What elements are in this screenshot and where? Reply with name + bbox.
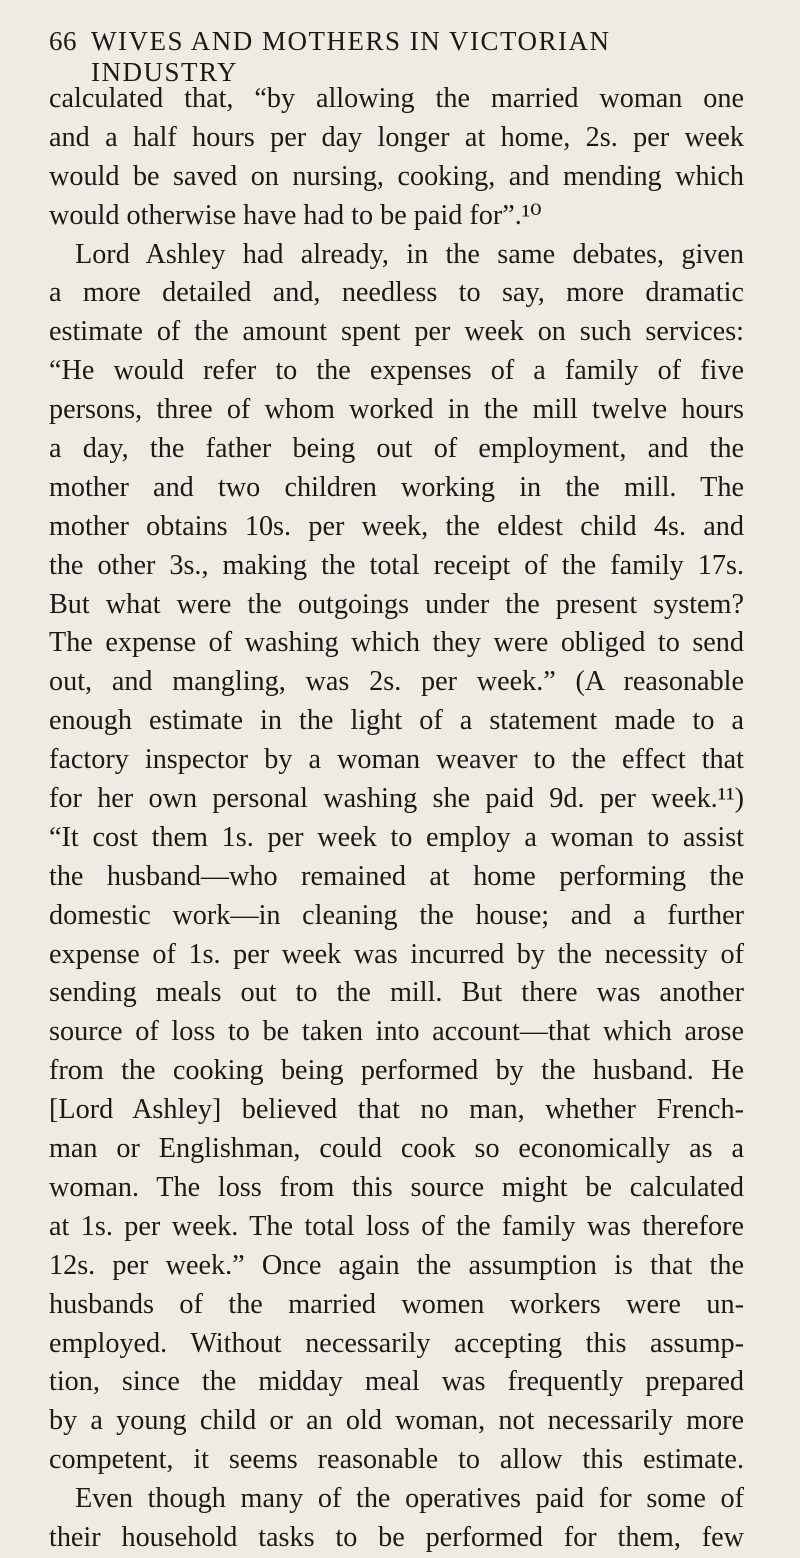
text-line: woman. The loss from this source might be calculated xyxy=(49,1171,744,1203)
text-line: mother and two children working in the mill. The xyxy=(49,471,744,503)
text-line: their household tasks to be performed for them, few xyxy=(49,1521,744,1553)
text-line: calculated that, “by allowing the married woman one xyxy=(49,83,744,114)
text-line: “It cost them 1s. per week to employ a woman to assist xyxy=(49,821,744,853)
text-line: enough estimate in the light of a statement made to a xyxy=(49,705,744,737)
text-line: mother obtains 10s. per week, the eldest child 4s. and xyxy=(49,510,744,542)
text-line: sending meals out to the mill. But there was another xyxy=(49,977,744,1009)
text-line: persons, three of whom worked in the mill twelve hours xyxy=(49,394,744,426)
text-line: Lord Ashley had already, in the same debates, given xyxy=(75,238,744,270)
text-line: source of loss to be taken into account—that which arose xyxy=(49,1016,744,1048)
text-line: [Lord Ashley] believed that no man, whether French- xyxy=(49,1094,744,1126)
page-number: 66 xyxy=(49,26,77,56)
text-line: would otherwise have had to be paid for”.¹⁰ xyxy=(49,199,542,231)
running-header xyxy=(49,26,744,87)
text-line: Even though many of the operatives paid for some of xyxy=(75,1483,744,1515)
text-line: tion, since the midday meal was frequently prepared xyxy=(49,1366,744,1398)
text-line: husbands of the married women workers were un- xyxy=(49,1288,744,1320)
text-line: The expense of washing which they were obliged to send xyxy=(49,627,744,659)
text-line: for her own personal washing she paid 9d. per week.¹¹) xyxy=(49,783,744,815)
text-line: factory inspector by a woman weaver to the effect that xyxy=(49,744,744,776)
text-line: “He would refer to the expenses of a family of five xyxy=(49,355,744,387)
text-line: expense of 1s. per week was incurred by the necessity of xyxy=(49,938,744,970)
text-line: man or Englishman, could cook so economically as a xyxy=(49,1133,744,1165)
text-line: would be saved on nursing, cooking, and mending which xyxy=(49,160,744,192)
text-line: by a young child or an old woman, not necessarily more xyxy=(49,1405,744,1437)
text-line: out, and mangling, was 2s. per week.” (A reasonable xyxy=(49,666,744,698)
text-line: employed. Without necessarily accepting this assump- xyxy=(49,1327,744,1359)
running-title: WIVES AND MOTHERS IN VICTORIAN INDUSTRY xyxy=(91,26,611,87)
body-text xyxy=(49,80,744,1558)
text-line: competent, it seems reasonable to allow this estimate. xyxy=(49,1444,744,1476)
text-line: estimate of the amount spent per week on such services: xyxy=(49,316,744,348)
text-line: a more detailed and, needless to say, more dramatic xyxy=(49,277,744,309)
text-line: from the cooking being performed by the husband. He xyxy=(49,1055,744,1087)
text-line: and a half hours per day longer at home, 2s. per week xyxy=(49,121,744,153)
text-line: at 1s. per week. The total loss of the family was therefore xyxy=(49,1210,744,1242)
text-line: domestic work—in cleaning the house; and a further xyxy=(49,899,744,931)
text-line: But what were the outgoings under the present system? xyxy=(49,588,744,620)
text-line: 12s. per week.” Once again the assumption is that the xyxy=(49,1249,744,1281)
text-line: the husband—who remained at home performing the xyxy=(49,860,744,892)
text-line: the other 3s., making the total receipt of the family 17s. xyxy=(49,549,744,581)
text-line: a day, the father being out of employment, and the xyxy=(49,433,744,465)
